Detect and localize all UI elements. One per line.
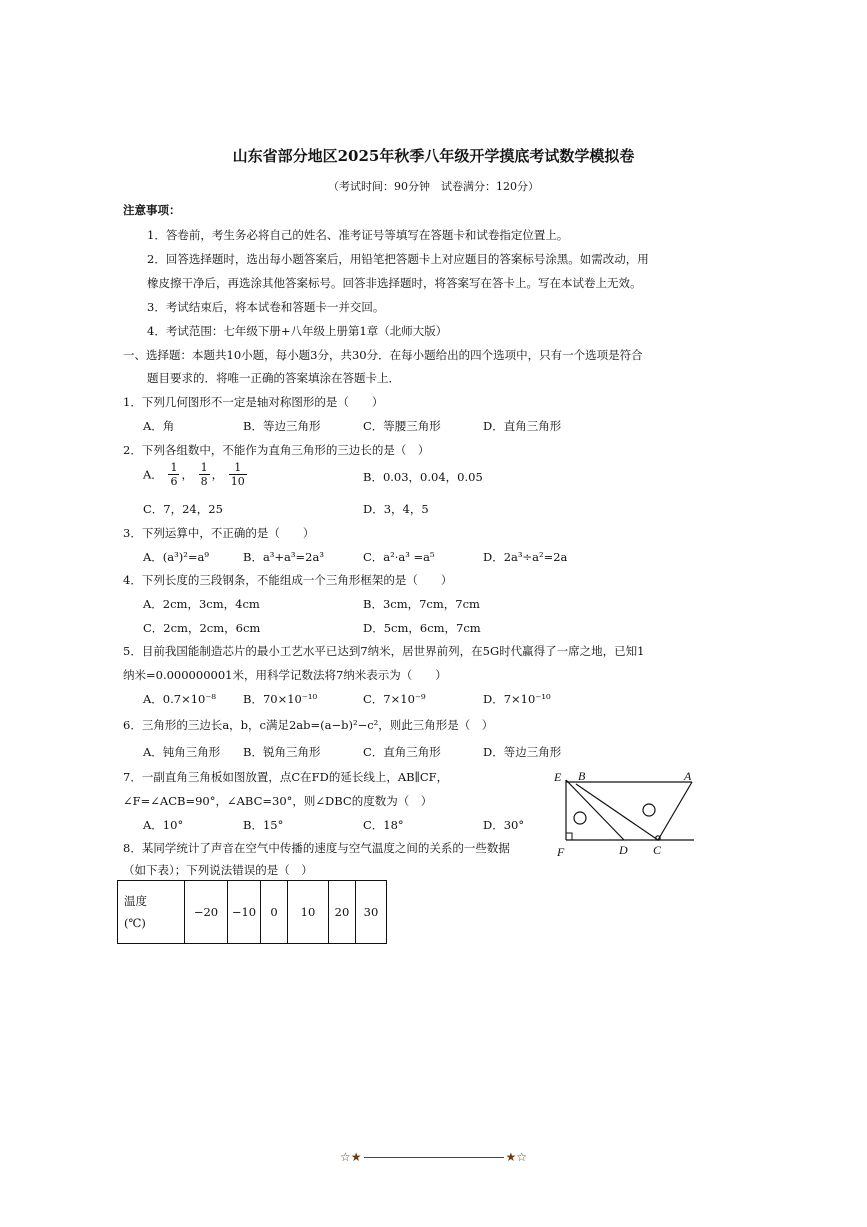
fraction-2: $\frac{1}{8}$ xyxy=(200,461,208,488)
footer-stars-left: ☆★ xyxy=(339,1150,362,1164)
q7-option-a: A．10° xyxy=(143,818,184,832)
page-title: 山东省部分地区2025年秋季八年级开学摸底考试数学模拟卷 xyxy=(232,147,635,165)
footer-divider xyxy=(364,1157,504,1158)
question-6-stem: 6．三角形的三边长a，b，c满足2ab=(a−b)²−c²，则此三角形是（ ） xyxy=(123,718,494,732)
notice-item-4: 4．考试范围：七年级下册+八年级上册第1章（北师大版） xyxy=(147,324,448,338)
q5-option-c: C．7×10⁻⁹ xyxy=(363,692,426,706)
q2-option-c: C．7，24，25 xyxy=(143,502,223,516)
page-footer xyxy=(0,1150,867,1164)
q4-option-b: B．3cm，7cm，7cm xyxy=(363,597,480,611)
footer-stars-right: ★☆ xyxy=(505,1150,528,1164)
notice-item-2: 2．回答选择题时，选出每小题答案后，用铅笔把答题卡上对应题目的答案标号涂黑。如需改动，用 xyxy=(147,252,649,266)
q1-option-c: C．等腰三角形 xyxy=(363,419,441,433)
q6-option-c: C．直角三角形 xyxy=(363,745,441,759)
q1-option-d: D．直角三角形 xyxy=(483,419,562,433)
q3-option-a: A．(a³)²=a⁹ xyxy=(143,550,209,564)
q4-option-a: A．2cm，3cm，4cm xyxy=(143,597,260,611)
section-heading-cont: 题目要求的．将唯一正确的答案填涂在答题卡上． xyxy=(147,371,400,385)
q3-option-b: B．a³+a³=2a³ xyxy=(243,550,324,564)
triangle-figure xyxy=(550,770,700,862)
q2-option-a xyxy=(143,461,249,488)
q4-option-c: C．2cm，2cm，6cm xyxy=(143,621,261,635)
header-unit: (℃) xyxy=(124,916,146,930)
question-2-stem: 2．下列各组数中，不能作为直角三角形的三边长的是（ ） xyxy=(123,443,430,457)
notice-item-2-cont: 橡皮擦干净后，再选涂其他答案标号。回答非选择题时，将答案写在答卡上。写在本试卷上无效。 xyxy=(147,276,642,290)
notice-item-1: 1．答卷前，考生务必将自己的姓名、准考证号等填写在答题卡和试卷指定位置上。 xyxy=(147,228,569,242)
question-7-stem-cont: ∠F=∠ACB=90°，∠ABC=30°，则∠DBC的度数为（ ） xyxy=(123,794,433,808)
q6-option-d: D．等边三角形 xyxy=(483,745,562,759)
header-temperature: 温度 xyxy=(124,894,147,908)
label-d: D xyxy=(619,843,628,857)
table-cell: 0 xyxy=(261,881,288,944)
q3-option-c: C．a²·a³ =a⁵ xyxy=(363,550,435,564)
label-b: B xyxy=(578,770,586,783)
question-3-stem: 3．下列运算中，不正确的是（ ） xyxy=(123,526,315,540)
temperature-table xyxy=(117,880,387,944)
q2-option-b: B．0.03，0.04，0.05 xyxy=(363,470,483,484)
question-7-stem: 7．一副直角三角板如图放置，点C在FD的延长线上，AB∥CF， xyxy=(123,770,449,784)
q2-option-a-label: A． xyxy=(143,467,163,482)
notice-heading: 注意事项： xyxy=(123,203,181,217)
label-e: E xyxy=(554,770,562,784)
fraction-1: $\frac{1}{6}$ xyxy=(170,461,178,488)
q6-option-a: A．钝角三角形 xyxy=(143,745,221,759)
table-cell: 20 xyxy=(329,881,356,944)
exam-info: （考试时间：90分钟 试卷满分：120分） xyxy=(328,180,539,193)
q3-option-d: D．2a³÷a²=2a xyxy=(483,550,568,564)
label-c: C xyxy=(653,843,662,857)
q7-option-c: C．18° xyxy=(363,818,404,832)
q2-option-d: D．3，4，5 xyxy=(363,502,429,516)
fraction-separator: ， xyxy=(211,467,224,482)
fraction-3: $\frac{1}{10}$ xyxy=(230,461,245,488)
question-8-stem-cont: （如下表）；下列说法错误的是（ ） xyxy=(123,863,313,877)
section-heading: 一、选择题：本题共10小题，每小题3分，共30分．在每小题给出的四个选项中，只有一个选项是符合 xyxy=(123,348,643,362)
table-cell: −20 xyxy=(185,881,228,944)
fraction-separator: ， xyxy=(181,467,193,482)
table-cell: 30 xyxy=(356,881,387,944)
q4-option-d: D．5cm，6cm，7cm xyxy=(363,621,481,635)
table-cell: 10 xyxy=(288,881,329,944)
table-header-cell xyxy=(118,881,185,944)
question-5-stem: 5．目前我国能制造芯片的最小工艺水平已达到7纳米，居世界前列，在5G时代赢得了一席之地，已知1 xyxy=(123,644,645,658)
q5-option-a: A．0.7×10⁻⁸ xyxy=(143,692,217,706)
table-cell: −10 xyxy=(228,881,261,944)
table-row xyxy=(118,881,387,944)
q1-option-a: A．角 xyxy=(143,419,175,433)
q5-option-b: B．70×10⁻¹⁰ xyxy=(243,692,318,706)
q5-option-d: D．7×10⁻¹⁰ xyxy=(483,692,551,706)
label-a: A xyxy=(684,770,692,783)
question-5-stem-cont: 纳米=0.000000001米，用科学记数法将7纳米表示为（ ） xyxy=(123,668,447,682)
question-8-stem: 8．某同学统计了声音在空气中传播的速度与空气温度之间的关系的一些数据 xyxy=(123,841,510,855)
q1-option-b: B．等边三角形 xyxy=(243,419,321,433)
q7-option-b: B．15° xyxy=(243,818,284,832)
q6-option-b: B．锐角三角形 xyxy=(243,745,321,759)
q7-option-d: D．30° xyxy=(483,818,525,832)
notice-item-3: 3．考试结束后，将本试卷和答题卡一并交回。 xyxy=(147,300,385,314)
label-f: F xyxy=(557,845,565,859)
question-4-stem: 4．下列长度的三段钢条，不能组成一个三角形框架的是（ ） xyxy=(123,573,453,587)
question-1-stem: 1．下列几何图形不一定是轴对称图形的是（ ） xyxy=(123,395,384,409)
